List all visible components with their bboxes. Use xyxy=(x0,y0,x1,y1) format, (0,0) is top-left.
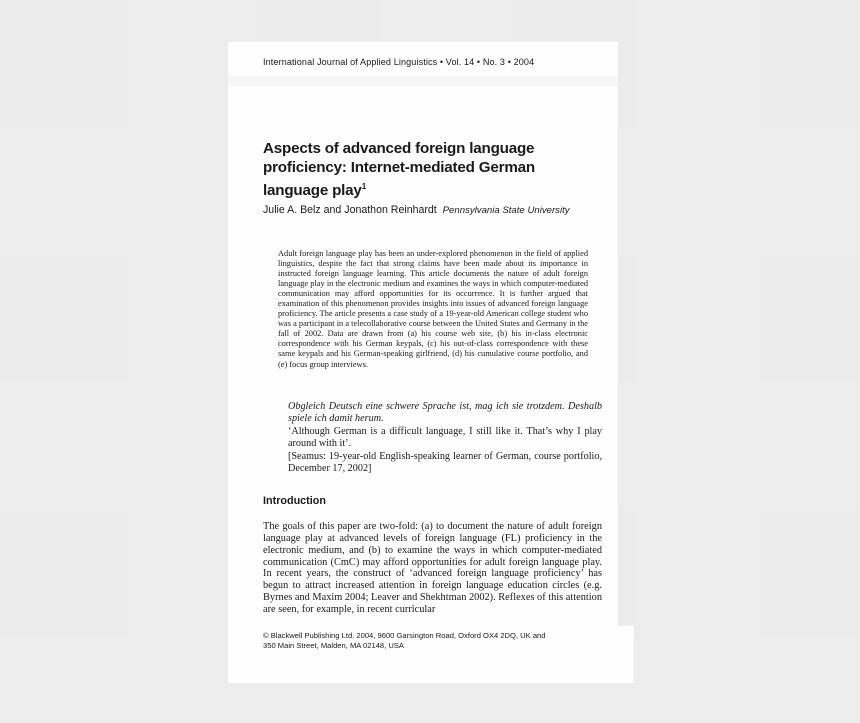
title-footnote-mark: 1 xyxy=(361,182,366,191)
introduction-paragraph: The goals of this paper are two-fold: (a) to document the nature of adult foreign language play at advanced levels of foreign language (FL) proficiency in the electronic medium, and (b) to examine the ways in which computer-mediated communication (CmC) may afford opportunities for adult foreign language play. In recent years, the construct of ‘advanced foreign language proficiency’ has begun to attract increased attention in foreign language education circles (e.g. Byrnes and Maxim 2004; Leaver and Shekhtman 2002). Reflexes of this attention are seen, for example, in recent curricular xyxy=(263,521,602,615)
journal-page xyxy=(228,42,618,683)
author-names: Julie A. Belz and Jonathon Reinhardt xyxy=(263,204,437,216)
copyright-footer xyxy=(256,626,634,683)
running-head: International Journal of Applied Linguistics • Vol. 14 • No. 3 • 2004 xyxy=(263,57,535,67)
author-affiliation: Pennsylvania State University xyxy=(442,205,570,216)
epigraph-german: Obgleich Deutsch eine schwere Sprache ist, mag ich sie trotzdem. Deshalb spiele ich damit herum. xyxy=(288,401,602,425)
author-line xyxy=(263,204,570,216)
copyright-line-2: 350 Main Street, Malden, MA 02148, USA xyxy=(263,641,404,651)
epigraph-english: ‘Although German is a difficult language, I still like it. That’s why I play around with it’. xyxy=(288,426,602,450)
page-header xyxy=(228,42,618,76)
article-title-text: Aspects of advanced foreign language proficiency: Internet-mediated German language play xyxy=(263,140,535,199)
epigraph xyxy=(288,401,602,476)
header-divider-band xyxy=(228,76,618,86)
epigraph-source: [Seamus: 19-year-old English-speaking learner of German, course portfolio, December 17, 2002] xyxy=(288,451,602,475)
copyright-line-1: © Blackwell Publishing Ltd. 2004, 9600 Garsington Road, Oxford OX4 2DQ, UK and xyxy=(263,631,546,640)
article-title xyxy=(263,139,583,200)
section-heading-introduction: Introduction xyxy=(263,495,326,507)
copyright-text xyxy=(263,631,623,652)
abstract: Adult foreign language play has been an under-explored phenomenon in the field of applied linguistics, despite the fact that strong claims have been made about its importance in instructed foreign language learning. This article documents the nature of adult foreign language play in the electronic medium and examines the ways in which computer-mediated communication may afford opportunities for its occurrence. It is further argued that examination of this phenomenon provides insights into issues of advanced foreign language proficiency. The article presents a case study of a 19-year-old American college student who was a participant in a telecollaborative course between the United States and Germany in the fall of 2002. Data are drawn from (a) his course web site, (b) his in-class electronic correspondence with his German keypals, (c) his out-of-class correspondence with these same keypals and his German-speaking girlfriend, (d) his cumulative course portfolio, and (e) focus group interviews. xyxy=(278,249,588,369)
